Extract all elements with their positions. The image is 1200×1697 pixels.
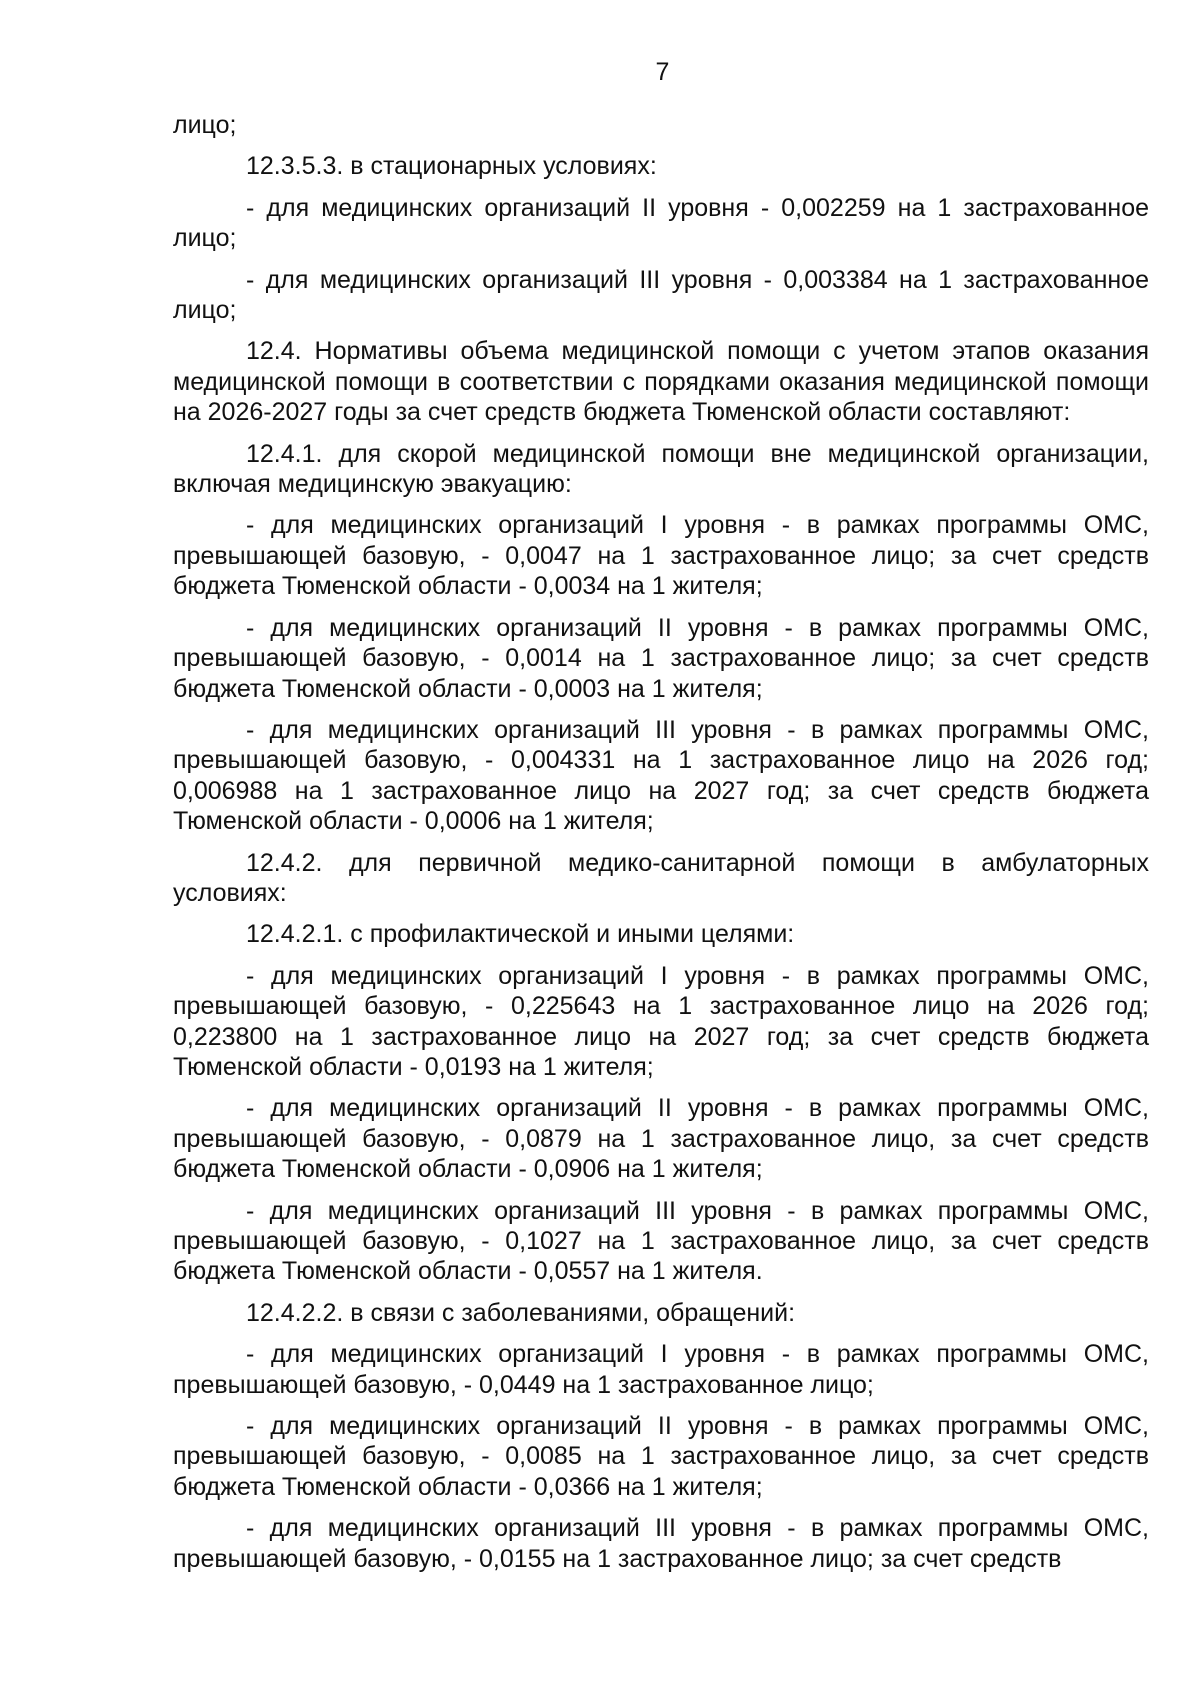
document-body (173, 110, 1149, 1585)
paragraph: 12.4.2.1. с профилактической и иными целями: (246, 920, 795, 949)
page-number: 7 (655, 58, 670, 86)
paragraph: - для медицинских организаций III уровня - в рамках программы ОМС, превышающей базовую, - 0,0155 на 1 застрахованное лицо; за счет средств (173, 1514, 1149, 1573)
paragraph: - для медицинских организаций III уровня - в рамках программы ОМС, превышающей базовую, - 0,1027 на 1 застрахованное лицо, за счет средств бюджета Тюменской области - 0,0557 на 1 жителя. (173, 1196, 1149, 1286)
paragraph: - для медицинских организаций III уровня - в рамках программы ОМС, превышающей базовую, - 0,004331 на 1 застрахованное лицо на 2026 год; 0,006988 на 1 застрахованное лицо на 2027 год; за счет средств бюджета Тюменской области - 0,0006 на 1 жителя; (173, 715, 1149, 836)
paragraph: 12.4.2.2. в связи с заболеваниями, обращений: (246, 1298, 796, 1327)
paragraph: - для медицинских организаций III уровня - 0,003384 на 1 застрахованное лицо; (173, 265, 1149, 325)
paragraph: - для медицинских организаций II уровня - в рамках программы ОМС, превышающей базовую, - 0,0879 на 1 застрахованное лицо, за счет средств бюджета Тюменской области - 0,0906 на 1 жителя; (173, 1094, 1149, 1184)
paragraph: лицо; (173, 111, 237, 139)
paragraph: - для медицинских организаций I уровня - в рамках программы ОМС, превышающей базовую, - 0,0047 на 1 застрахованное лицо; за счет средств бюджета Тюменской области - 0,0034 на 1 жителя; (173, 511, 1149, 601)
paragraph: - для медицинских организаций I уровня - в рамках программы ОМС, превышающей базовую, - 0,225643 на 1 застрахованное лицо на 2026 год; 0,223800 на 1 застрахованное лицо на 2027 год; за счет средств бюджета Тюменской области - 0,0193 на 1 жителя; (173, 961, 1149, 1081)
paragraph: 12.4. Нормативы объема медицинской помощи с учетом этапов оказания медицинской помощи в соответствии с порядками оказания медицинской помощи на 2026-2027 годы за счет средств бюджета Тюменской области составляют: (173, 337, 1149, 427)
paragraph: 12.4.2. для первичной медико-санитарной помощи в амбулаторных условиях: (173, 848, 1149, 907)
paragraph: 12.4.1. для скорой медицинской помощи вне медицинской организации, включая медицинскую эвакуацию: (173, 439, 1149, 499)
paragraph: - для медицинских организаций II уровня - в рамках программы ОМС, превышающей базовую, - 0,0014 на 1 застрахованное лицо; за счет средств бюджета Тюменской области - 0,0003 на 1 жителя; (173, 613, 1149, 703)
paragraph: - для медицинских организаций I уровня - в рамках программы ОМС, превышающей базовую, - 0,0449 на 1 застрахованное лицо; (173, 1340, 1149, 1399)
paragraph: - для медицинских организаций II уровня - 0,002259 на 1 застрахованное лицо; (173, 193, 1149, 253)
paragraph: - для медицинских организаций II уровня - в рамках программы ОМС, превышающей базовую, - 0,0085 на 1 застрахованное лицо, за счет средств бюджета Тюменской области - 0,0366 на 1 жителя; (173, 1412, 1149, 1501)
paragraph: 12.3.5.3. в стационарных условиях: (246, 152, 657, 181)
